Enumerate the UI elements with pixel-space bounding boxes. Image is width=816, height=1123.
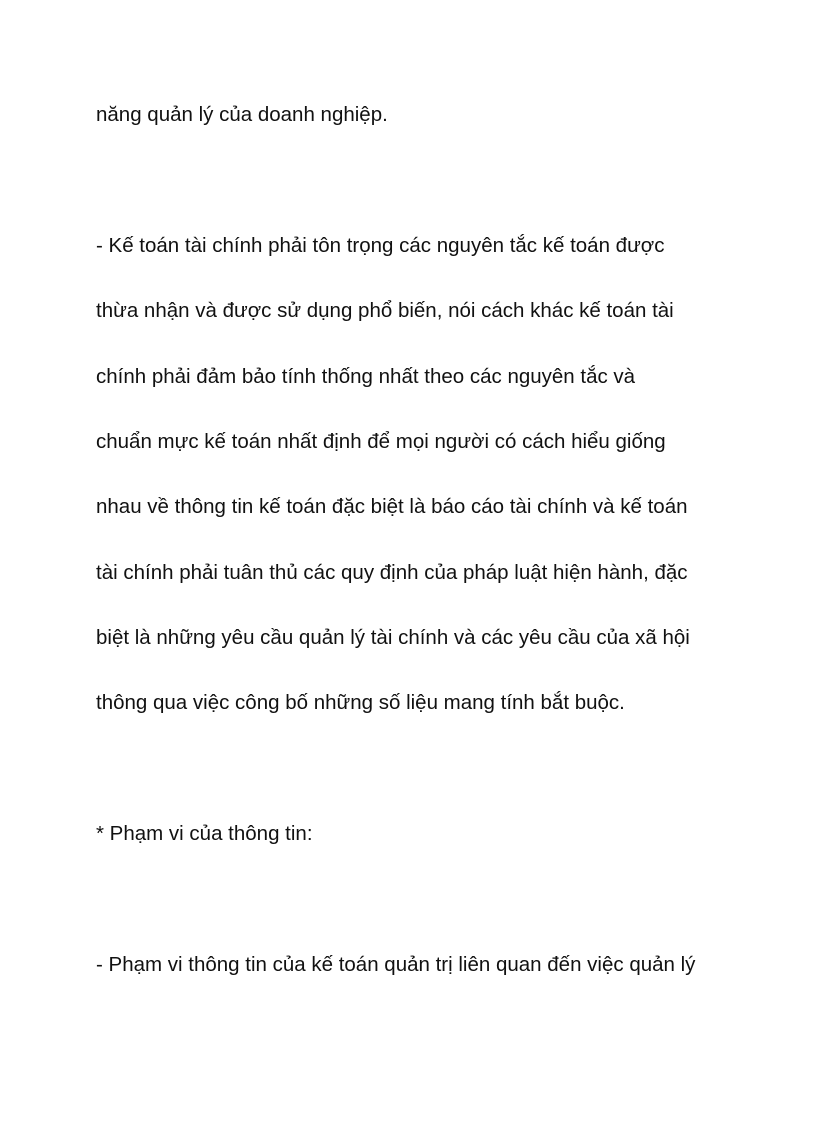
- paragraph-line: biệt là những yêu cầu quản lý tài chính và các yêu cầu của xã hội: [96, 626, 690, 649]
- paragraph-line: thừa nhận và được sử dụng phổ biến, nói cách khác kế toán tài: [96, 299, 674, 322]
- paragraph-line: - Kế toán tài chính phải tôn trọng các nguyên tắc kế toán được: [96, 234, 665, 257]
- paragraph-line: năng quản lý của doanh nghiệp.: [96, 103, 388, 126]
- paragraph-line: thông qua việc công bố những số liệu mang tính bắt buộc.: [96, 691, 625, 714]
- paragraph-line: chính phải đảm bảo tính thống nhất theo các nguyên tắc và: [96, 365, 636, 388]
- paragraph-line: chuẩn mực kế toán nhất định để mọi người có cách hiểu giống: [96, 430, 666, 453]
- paragraph-line: tài chính phải tuân thủ các quy định của pháp luật hiện hành, đặc: [96, 561, 688, 584]
- section-heading: * Phạm vi của thông tin:: [96, 822, 313, 845]
- paragraph-line: nhau về thông tin kế toán đặc biệt là báo cáo tài chính và kế toán: [96, 495, 688, 518]
- paragraph-line: - Phạm vi thông tin của kế toán quản trị liên quan đến việc quản lý: [96, 953, 696, 976]
